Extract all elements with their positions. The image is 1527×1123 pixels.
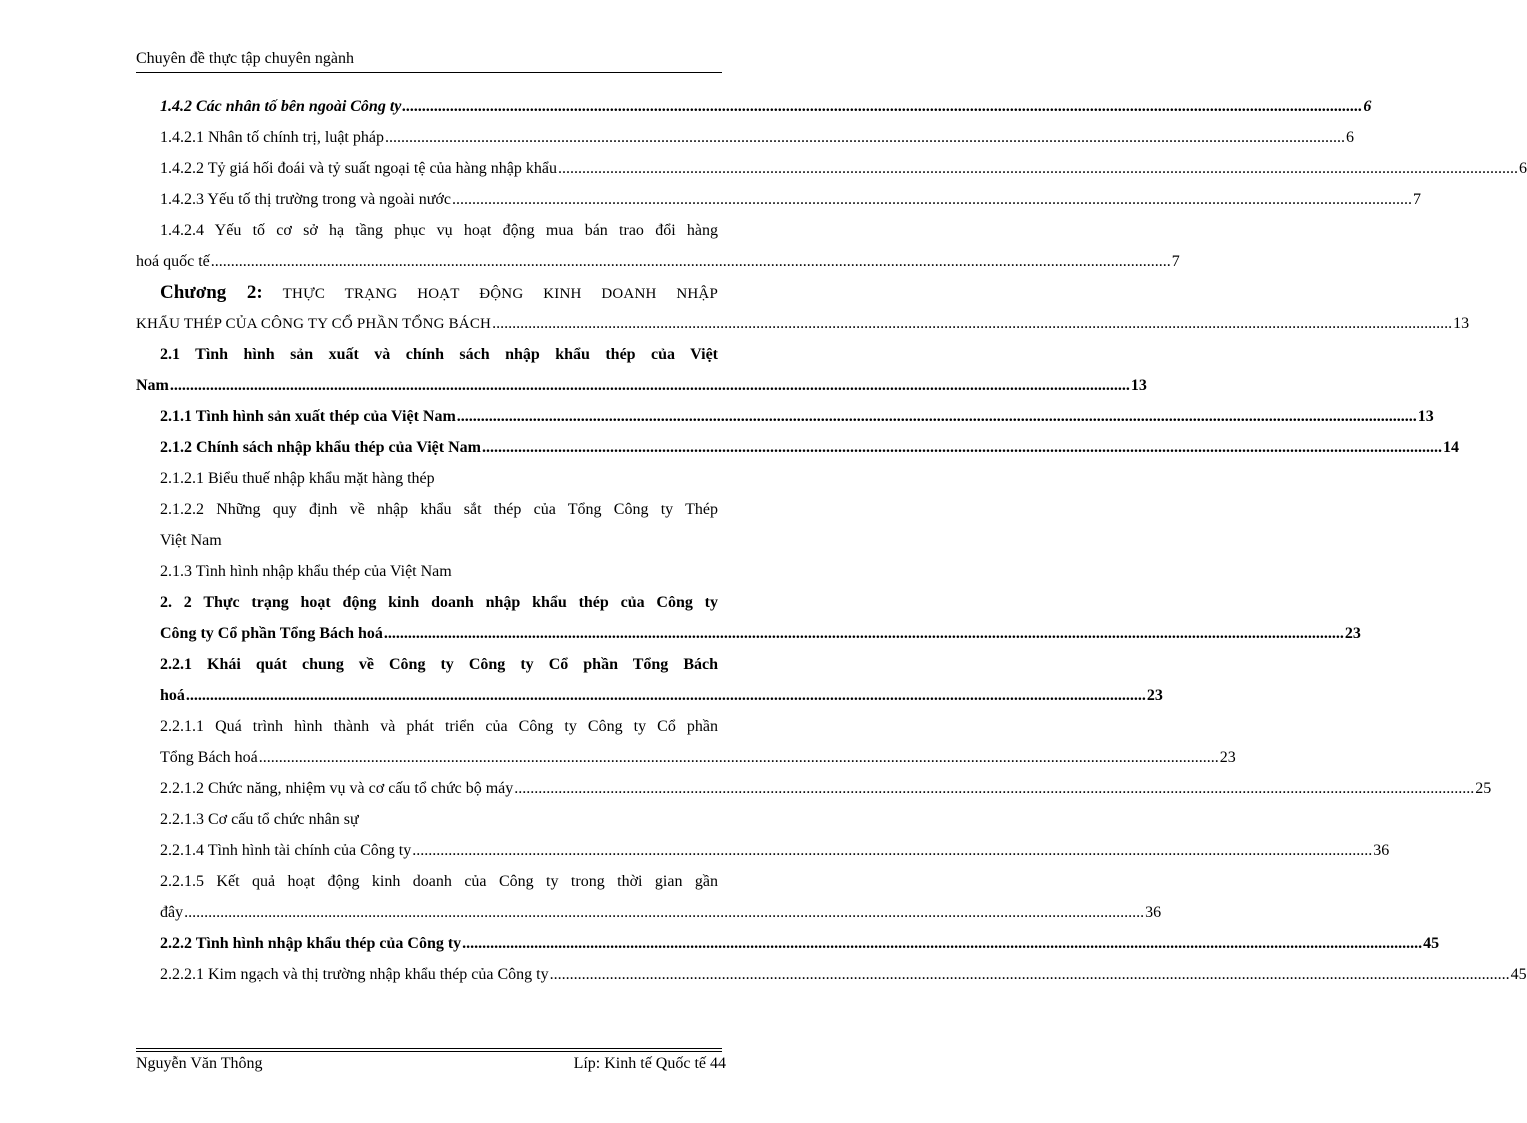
- toc-entry-text-line2: Việt Nam: [160, 532, 222, 549]
- toc-entry-2-1[interactable]: [136, 339, 1147, 401]
- toc-entry-2-1-2-2[interactable]: [136, 494, 718, 556]
- toc-leader-dots: ................................................................................................................................................................................................................................................: [451, 191, 1412, 208]
- toc-entry-text-line2: hoá quốc tế: [136, 253, 210, 270]
- toc-entry-text-line1: 2.2.1.1 Quá trình hình thành và phát triển của Công ty Công ty Cổ phần: [160, 718, 718, 735]
- toc-page-number: 13: [1130, 377, 1147, 394]
- toc-leader-dots: ................................................................................................................................................................................................................................................: [383, 625, 1344, 642]
- toc-page-number: 23: [1344, 625, 1361, 642]
- toc-entry-text: 2.2.2.1 Kim ngạch và thị trường nhập khẩu thép của Công ty: [160, 966, 549, 983]
- toc-entry-2-2-1-5[interactable]: [136, 866, 1162, 928]
- toc-entry-text-line2: Nam: [136, 377, 169, 394]
- toc-page-number: 7: [1171, 253, 1180, 270]
- toc-page-number: 23: [1219, 749, 1236, 766]
- toc-page-number: 25: [1475, 780, 1492, 797]
- toc-entry-2-2-1-3[interactable]: 2.2.1.3 Cơ cấu tổ chức nhân sự: [160, 811, 359, 828]
- toc-entry-1-4-2-2[interactable]: [136, 153, 1527, 184]
- footer-divider-double: [136, 1051, 722, 1052]
- toc-entry-chapter-2[interactable]: [136, 277, 1470, 339]
- toc-entry-text-line1: 2.2.1.5 Kết quả hoạt động kinh doanh của Công ty trong thời gian gần: [160, 873, 718, 890]
- toc-entry-2-1-3[interactable]: 2.1.3 Tình hình nhập khẩu thép của Việt Nam: [160, 563, 452, 580]
- toc-leader-dots: ................................................................................................................................................................................................................................................: [557, 160, 1518, 177]
- toc-leader-dots: ................................................................................................................................................................................................................................................: [456, 408, 1417, 425]
- page-header-title: Chuyên đề thực tập chuyên ngành: [136, 50, 354, 67]
- toc-page-number: 13: [1417, 408, 1434, 425]
- toc-entry-2-1-1[interactable]: [136, 401, 1434, 432]
- toc-leader-dots: ................................................................................................................................................................................................................................................: [185, 687, 1146, 704]
- toc-entry-2-2[interactable]: [136, 587, 1361, 649]
- toc-page-number: 7: [1412, 191, 1421, 208]
- toc-entry-text-line1: 2.1.2.2 Những quy định về nhập khẩu sắt thép của Tổng Công ty Thép: [160, 501, 718, 518]
- toc-leader-dots: ................................................................................................................................................................................................................................................: [549, 966, 1510, 983]
- footer-author: Nguyễn Văn Thông: [136, 1055, 263, 1072]
- toc-leader-dots: ................................................................................................................................................................................................................................................: [384, 129, 1345, 146]
- chapter-title-line1: THỰC TRẠNG HOẠT ĐỘNG KINH DOANH NHẬP: [282, 286, 719, 302]
- toc-leader-dots: ................................................................................................................................................................................................................................................: [481, 439, 1442, 456]
- toc-entry-text-line1: 2. 2 Thực trạng hoạt động kinh doanh nhập khẩu thép của Công ty: [160, 594, 718, 611]
- toc-leader-dots: ................................................................................................................................................................................................................................................: [492, 315, 1453, 332]
- toc-page-number: 36: [1373, 842, 1390, 859]
- toc-page-number: 13: [1453, 315, 1470, 332]
- toc-leader-dots: ................................................................................................................................................................................................................................................: [412, 842, 1373, 859]
- toc-page-number: 6: [1363, 98, 1372, 115]
- toc-entry-2-2-1[interactable]: [136, 649, 1163, 711]
- toc-page-number: 45: [1510, 966, 1527, 983]
- table-of-contents: [136, 91, 1527, 990]
- toc-entry-text: 1.4.2 Các nhân tố bên ngoài Công ty: [160, 98, 402, 115]
- toc-leader-dots: ................................................................................................................................................................................................................................................: [402, 98, 1363, 115]
- chapter-title-line2: KHẨU THÉP CỦA CÔNG TY CỔ PHẦN TỔNG BÁCH: [136, 316, 492, 332]
- toc-entry-text: 1.4.2.1 Nhân tố chính trị, luật pháp: [160, 129, 384, 146]
- toc-page-number: 23: [1146, 687, 1163, 704]
- toc-entry-text-line1: 1.4.2.4 Yếu tố cơ sở hạ tầng phục vụ hoạt động mua bán trao đổi hàng: [160, 222, 718, 239]
- toc-leader-dots: ................................................................................................................................................................................................................................................: [184, 904, 1145, 921]
- toc-entry-text: 2.2.1.2 Chức năng, nhiệm vụ và cơ cấu tổ chức bộ máy: [160, 780, 514, 797]
- toc-entry-2-2-1-4[interactable]: [136, 835, 1390, 866]
- toc-entry-text-line2: Công ty Cổ phần Tổng Bách hoá: [160, 625, 383, 642]
- toc-entry-1-4-2[interactable]: [136, 91, 1372, 122]
- header-divider: [136, 72, 722, 73]
- toc-entry-text: 1.4.2.3 Yếu tố thị trường trong và ngoài nước: [160, 191, 451, 208]
- toc-entry-2-1-2-1[interactable]: 2.1.2.1 Biểu thuế nhập khẩu mặt hàng thép: [160, 470, 435, 487]
- toc-entry-text: 2.1.2 Chính sách nhập khẩu thép của Việt Nam: [160, 439, 481, 456]
- footer-class: Líp: Kinh tế Quốc tế 44: [573, 1055, 726, 1072]
- toc-entry-text-line1: 2.2.1 Khái quát chung về Công ty Công ty Cổ phần Tổng Bách: [160, 656, 718, 673]
- toc-entry-text: 2.1.1 Tình hình sản xuất thép của Việt Nam: [160, 408, 456, 425]
- toc-page-number: 6: [1518, 160, 1527, 177]
- toc-entry-text-line1: 2.1 Tình hình sản xuất và chính sách nhập khẩu thép của Việt: [160, 346, 718, 363]
- toc-page-number: 14: [1442, 439, 1459, 456]
- chapter-label: Chương 2:: [160, 282, 263, 303]
- toc-entry-text: 2.2.1.4 Tình hình tài chính của Công ty: [160, 842, 412, 859]
- toc-entry-1-4-2-4[interactable]: [136, 215, 1180, 277]
- toc-entry-text: 1.4.2.2 Tỷ giá hối đoái và tỷ suất ngoại tệ của hàng nhập khẩu: [160, 160, 557, 177]
- footer-divider: [136, 1048, 722, 1049]
- toc-entry-2-2-2[interactable]: [136, 928, 1440, 959]
- toc-leader-dots: ................................................................................................................................................................................................................................................: [210, 253, 1171, 270]
- toc-leader-dots: ................................................................................................................................................................................................................................................: [462, 935, 1423, 952]
- toc-leader-dots: ................................................................................................................................................................................................................................................: [169, 377, 1130, 394]
- toc-entry-2-2-1-1[interactable]: [136, 711, 1236, 773]
- page-footer: [136, 1055, 726, 1073]
- toc-leader-dots: ................................................................................................................................................................................................................................................: [258, 749, 1219, 766]
- toc-page-number: 6: [1345, 129, 1354, 146]
- toc-page-number: 36: [1145, 904, 1162, 921]
- toc-entry-text: 2.2.2 Tình hình nhập khẩu thép của Công ty: [160, 935, 462, 952]
- toc-entry-2-1-2[interactable]: [136, 432, 1459, 463]
- toc-entry-text-line2: hoá: [160, 687, 185, 704]
- toc-entry-2-2-1-2[interactable]: [136, 773, 1492, 804]
- toc-entry-2-2-2-1[interactable]: [136, 959, 1527, 990]
- toc-entry-text-line2: Tổng Bách hoá: [160, 749, 258, 766]
- toc-page-number: 45: [1423, 935, 1440, 952]
- toc-entry-text-line2: đây: [160, 904, 184, 921]
- toc-leader-dots: ................................................................................................................................................................................................................................................: [514, 780, 1475, 797]
- toc-entry-1-4-2-3[interactable]: [136, 184, 1421, 215]
- toc-entry-1-4-2-1[interactable]: [136, 122, 1354, 153]
